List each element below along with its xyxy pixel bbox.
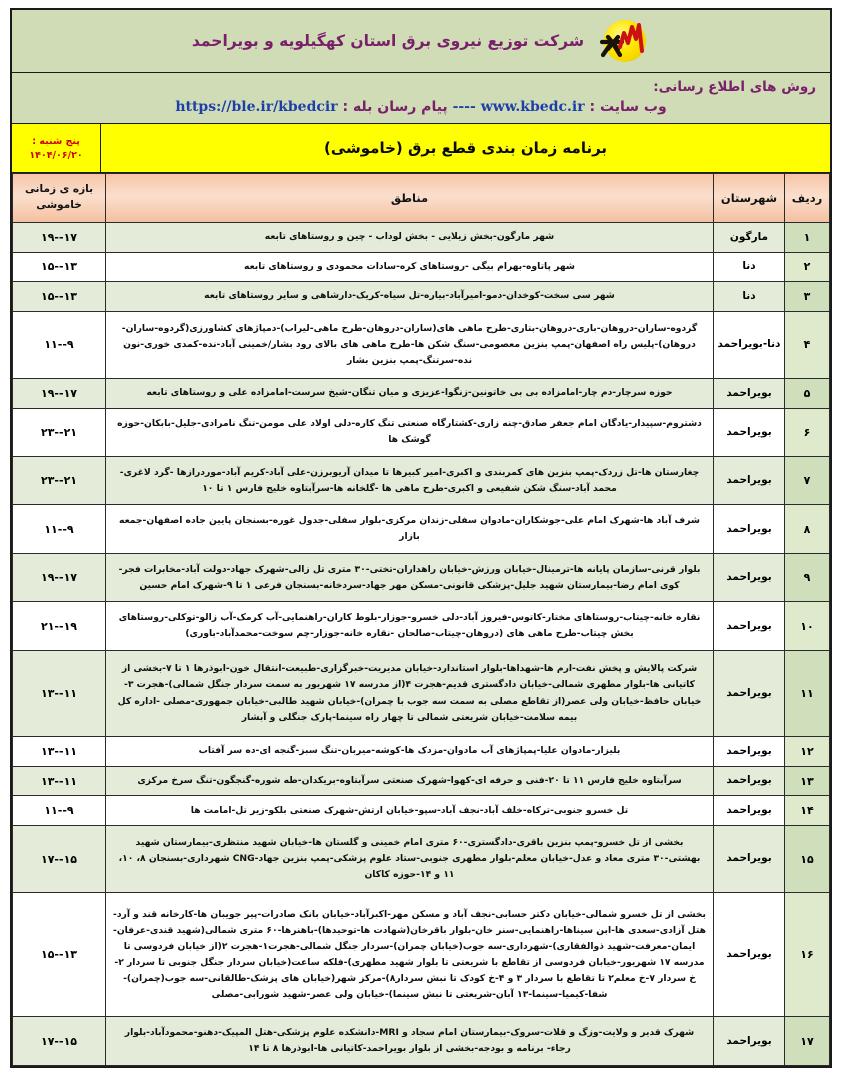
cell-outage-time: ۱۳--۱۵ — [13, 282, 106, 312]
date-badge — [12, 124, 100, 172]
title-main — [100, 124, 830, 172]
cell-row-number: ۲ — [785, 252, 830, 282]
table-body — [13, 223, 830, 1066]
table-row — [13, 825, 830, 892]
messenger-url[interactable]: https://ble.ir/kbedcir — [175, 99, 338, 115]
cell-row-number: ۸ — [785, 505, 830, 553]
cell-areas: شهر سی سخت-کوخدان-دمو-امیرآباد-بیاره-تل سیاه-کریک-دارشاهی و سایر روستاهای تابعه — [106, 282, 714, 312]
cell-areas: بلیزار-مادوان علیا-پمپاژهای آب مادوان-مزدک ها-کوشه-میربان-تنگ سبز-گنجه ای-ده سر آفتاب — [106, 737, 714, 767]
cell-city: دنا — [714, 282, 785, 312]
masthead-inner — [192, 15, 650, 67]
cell-city: بویراحمد — [714, 893, 785, 1017]
table-row — [13, 282, 830, 312]
cell-areas: نقاره خانه-چیتاب-روستاهای مختار-کاتوس-فیروز آباد-دلی خسرو-جوزار-بلوط کاران-راهنمایی-آب کرمک-آب زالو-توکلی-روستاهای بخش چیتاب-طرح ماهی های (دروهان-چیتاب-صالحان -نقاره خانه-جوزار-چم سوخت-محمدآباد-باوری) — [106, 602, 714, 650]
contact-block — [12, 73, 830, 124]
cell-areas: شهر پاتاوه-بهرام بیگی -روستاهای کره-سادات محمودی و روستاهای تابعه — [106, 252, 714, 282]
cell-areas: بخشی از تل خسرو-پمپ بنزین باقری-دادگستری-۶۰ متری امام خمینی و گلستان ها-خیابان شهید منتظری-بیمارستان شهید بهشتی-۳۰ متری معاد و عدل-خیابان معلم-بلوار مطهری جنوبی-ستاد علوم پزشکی-پمپ بنزین جهاد-CNG شهرداری-بسنجان ۸، ۱۰، ۱۱ و ۱۴-حوزه کاکان — [106, 825, 714, 892]
cell-outage-time: ۱۱--۱۳ — [13, 737, 106, 767]
cell-city: بویراحمد — [714, 650, 785, 736]
page-title: برنامه زمان بندی قطع برق (خاموشی) — [323, 139, 608, 157]
contact-separator: ---- — [452, 99, 476, 115]
header-time — [13, 174, 106, 223]
header-city: شهرستان — [714, 174, 785, 223]
cell-areas: بلوار قرنی-سازمان پایانه ها-ترمینال-خیابان ورزش-خیابان راهداران-تختی-۳۰ متری تل زالی-شهرک جهاد-دولت آباد-مخابرات فجر-کوی امام رضا-بیمارستان شهید جلیل-پزشکی قانونی-مسکن مهر جهاد-سردخانه-بسنجان فرعی ۱ تا ۹-شهرک امام حسین — [106, 553, 714, 601]
cell-city: بویراحمد — [714, 408, 785, 456]
cell-outage-time: ۱۱--۱۳ — [13, 650, 106, 736]
cell-outage-time: ۱۳--۱۵ — [13, 893, 106, 1017]
table-row — [13, 379, 830, 409]
cell-row-number: ۱۳ — [785, 766, 830, 796]
cell-areas: چغارستان ها-تل زردک-پمپ بنزین های کمربندی و اکبری-امیر کبیرها تا میدان آریوبرزن-علی آباد-کریم آباد-موردرازها -گرد لاغری-محمد آباد-سنگ شکن شفیعی و اکبری-طرح ماهی ها -گلخانه ها-سرآبتاوه خلیج فارس ۱ تا ۱۰ — [106, 457, 714, 505]
cell-areas: شهر مارگون-بخش زیلایی - بخش لوداب - چین و روستاهای تابعه — [106, 223, 714, 253]
cell-outage-time: ۹--۱۱ — [13, 505, 106, 553]
cell-outage-time: ۹--۱۱ — [13, 796, 106, 826]
cell-city: مارگون — [714, 223, 785, 253]
cell-row-number: ۱۷ — [785, 1017, 830, 1066]
header-areas: مناطق — [106, 174, 714, 223]
cell-row-number: ۱۲ — [785, 737, 830, 767]
cell-outage-time: ۱۵--۱۷ — [13, 825, 106, 892]
cell-city: بویراحمد — [714, 1017, 785, 1066]
cell-city: بویراحمد — [714, 505, 785, 553]
cell-row-number: ۱۱ — [785, 650, 830, 736]
cell-row-number: ۹ — [785, 553, 830, 601]
cell-row-number: ۱۴ — [785, 796, 830, 826]
cell-city: بویراحمد — [714, 379, 785, 409]
table-row — [13, 1017, 830, 1066]
cell-areas: سرآبتاوه خلیج فارس ۱۱ تا ۲۰-فنی و حرفه ای-کهوا-شهرک صنعتی سرآبتاوه-بریکدان-طه شوره-گنجگون-تنگ سرخ مرکزی — [106, 766, 714, 796]
messenger-label: پیام رسان بله : — [342, 99, 448, 115]
cell-areas: حوزه سرچار-دم چار-امامزاده بی بی خاتونین-زنگوا-عزیزی و میان تنگان-شیخ سرست-امامزاده علی و روستاهای تابعه — [106, 379, 714, 409]
website-url[interactable]: www.kbedc.ir — [480, 99, 585, 115]
cell-city: بویراحمد — [714, 457, 785, 505]
masthead — [12, 10, 830, 73]
table-row — [13, 650, 830, 736]
cell-areas: گردوه-ساران-دروهان-باری-دروهان-بتاری-طرح ماهی های(ساران-دروهان-طرح ماهی-لیراب)-دمپاژهای کشاورزی(گردوه-ساران-دروهان)-پلیس راه اصفهان-پمپ بنزین معصومی-سنگ شکن ها-طرح ماهی های بالای رود بشار/خمینی آباد-نده-کمدی خوری-نون نده-سرتنگ-پمپ بنزین بشار — [106, 311, 714, 378]
table-row — [13, 223, 830, 253]
table-row — [13, 252, 830, 282]
cell-outage-time: ۱۹--۲۱ — [13, 602, 106, 650]
cell-row-number: ۳ — [785, 282, 830, 312]
cell-row-number: ۴ — [785, 311, 830, 378]
electric-bolt-sun-logo-icon — [598, 15, 650, 67]
cell-city: دنا-بویراحمد — [714, 311, 785, 378]
cell-city: دنا — [714, 252, 785, 282]
table-head — [13, 174, 830, 223]
cell-outage-time: ۱۷--۱۹ — [13, 379, 106, 409]
table-row — [13, 311, 830, 378]
cell-areas: شرکت پالایش و پخش نفت-ارم ها-شهداها-بلوار استاندارد-خیابان مدیریت-خبرگزاری-طبیعت-انتقال خون-ابوذرها ۱ تا ۷-بخشی از کاتیانی ها-بلوار مطهری شمالی-خیابان دادگستری قدیم-هجرت ۴(از مدرسه ۱۷ شهریور به سمت سردار جنگل شمالی)-هجرت ۳-خیابان حافظ-خیابان ولی عصر(از تقاطع مصلی به سمت سه جوب با چمران)-خیابان شهید طالبی-خیابان جمهوری-مصلی -اداره کل بیمه سلامت-خیابان شریعتی شمالی تا چهار راه سینما-پارک جنگلی و آبشار — [106, 650, 714, 736]
cell-areas: شهرک قدیر و ولایت-وزگ و قلات-سروک-بیمارستان امام سجاد و MRI-دانشکده علوم پزشکی-هتل المپیک-دهنو-محمودآباد-بلوار رجاء- برنامه و بودجه-بخشی از بلوار بویراحمد-کاتیانی ها-ابوذرها ۸ تا ۱۴ — [106, 1017, 714, 1066]
company-title: شرکت توزیع نیروی برق استان کهگیلویه و بویراحمد — [191, 32, 585, 50]
cell-row-number: ۱ — [785, 223, 830, 253]
website-label: وب سایت : — [589, 99, 667, 115]
cell-outage-time: ۲۱--۲۳ — [13, 457, 106, 505]
table-row — [13, 796, 830, 826]
cell-city: بویراحمد — [714, 796, 785, 826]
cell-areas: شرف آباد ها-شهرک امام علی-جوشکاران-مادوان سفلی-زندان مرکزی-بلوار سفلی-جدول غوره-بسنجان پایین جاده اصفهان-جمعه بازار — [106, 505, 714, 553]
table-row — [13, 737, 830, 767]
contact-heading: روش های اطلاع رسانی: — [653, 79, 816, 95]
document-frame — [10, 8, 832, 1068]
table-row — [13, 893, 830, 1017]
table-header-row — [13, 174, 830, 223]
cell-row-number: ۱۶ — [785, 893, 830, 1017]
header-row-no: ردیف — [785, 174, 830, 223]
cell-row-number: ۶ — [785, 408, 830, 456]
cell-outage-time: ۱۷--۱۹ — [13, 223, 106, 253]
table-row — [13, 457, 830, 505]
cell-areas: بخشی از تل خسرو شمالی-خیابان دکتر حسابی-نجف آباد و مسکن مهر-اکبرآباد-خیابان بانک صادرات-پیر جویبان ها-کارخانه قند و آرد-هتل آزادی-سعدی ها-ابن سیناها-راهنمایی-سنر خان-بلوار باقرخان(شهادت ها-توحیدها)-باهنرها-۶۰ متری شمالی(شهید قندی-عرفان-ایمان-معرفت-شهید ذوالفقاری)-شهرداری-سه جوب(خیابان چمران)-سردار جنگل شمالی-هجرت۱-هجرت ۲(از خیابان فردوسی تا مدرسه ۱۷ شهریور-خیابان فردوسی از تقاطع با شریعتی تا بلوار شهید مطهری)-فلکه ساعت(خیابان سردار جنگل جنوبی تا سردار ۲-خ سردار ۷-خ معلم۲ تا تقاطع با سردار ۳ و ۴-خ کودک تا نبش سردار۸)-مرکز شهر(خیابان های پزشک-طالقانی-سه جوب(چمران)-شفا-کیمیا-سینما-۱۳ آبان-شریعتی تا نبش سینما)-خیابان ولی عصر-شهید شورابی-مصلی — [106, 893, 714, 1017]
cell-outage-time: ۲۱--۲۳ — [13, 408, 106, 456]
cell-row-number: ۷ — [785, 457, 830, 505]
cell-outage-time: ۱۱--۱۳ — [13, 766, 106, 796]
title-strip — [12, 124, 830, 173]
cell-areas: دشتروم-سپیدار-یادگان امام جعفر صادق-چنه زاری-کشتارگاه صنعتی تنگ کاره-دلی اولاد علی مومن-تنگ نامرادی-جلیل-بابکان-حوزه گوشک ها — [106, 408, 714, 456]
cell-city: بویراحمد — [714, 602, 785, 650]
cell-row-number: ۱۰ — [785, 602, 830, 650]
table-row — [13, 505, 830, 553]
cell-city: بویراحمد — [714, 737, 785, 767]
cell-outage-time: ۱۳--۱۵ — [13, 252, 106, 282]
cell-outage-time: ۹--۱۱ — [13, 311, 106, 378]
date-value: ۱۴۰۴/۰۶/۲۰ — [29, 149, 83, 161]
cell-areas: تل خسرو جنوبی-ترکاه-خلف آباد-نجف آباد-سپو-خیابان ارتش-شهرک صنعتی بلکو-زیر تل-امامت ها — [106, 796, 714, 826]
table-row — [13, 766, 830, 796]
table-row — [13, 408, 830, 456]
header-time-line2: خاموشی — [36, 199, 82, 211]
outage-schedule-table — [12, 173, 830, 1066]
header-time-line1: بازه ی زمانی — [24, 183, 94, 196]
cell-row-number: ۵ — [785, 379, 830, 409]
cell-city: بویراحمد — [714, 553, 785, 601]
table-row — [13, 602, 830, 650]
table-row — [13, 553, 830, 601]
cell-outage-time: ۱۷--۱۹ — [13, 553, 106, 601]
contact-line — [22, 99, 820, 118]
day-label: پنج شنبه : — [32, 135, 80, 147]
cell-city: بویراحمد — [714, 766, 785, 796]
cell-row-number: ۱۵ — [785, 825, 830, 892]
cell-outage-time: ۱۵--۱۷ — [13, 1017, 106, 1066]
cell-city: بویراحمد — [714, 825, 785, 892]
